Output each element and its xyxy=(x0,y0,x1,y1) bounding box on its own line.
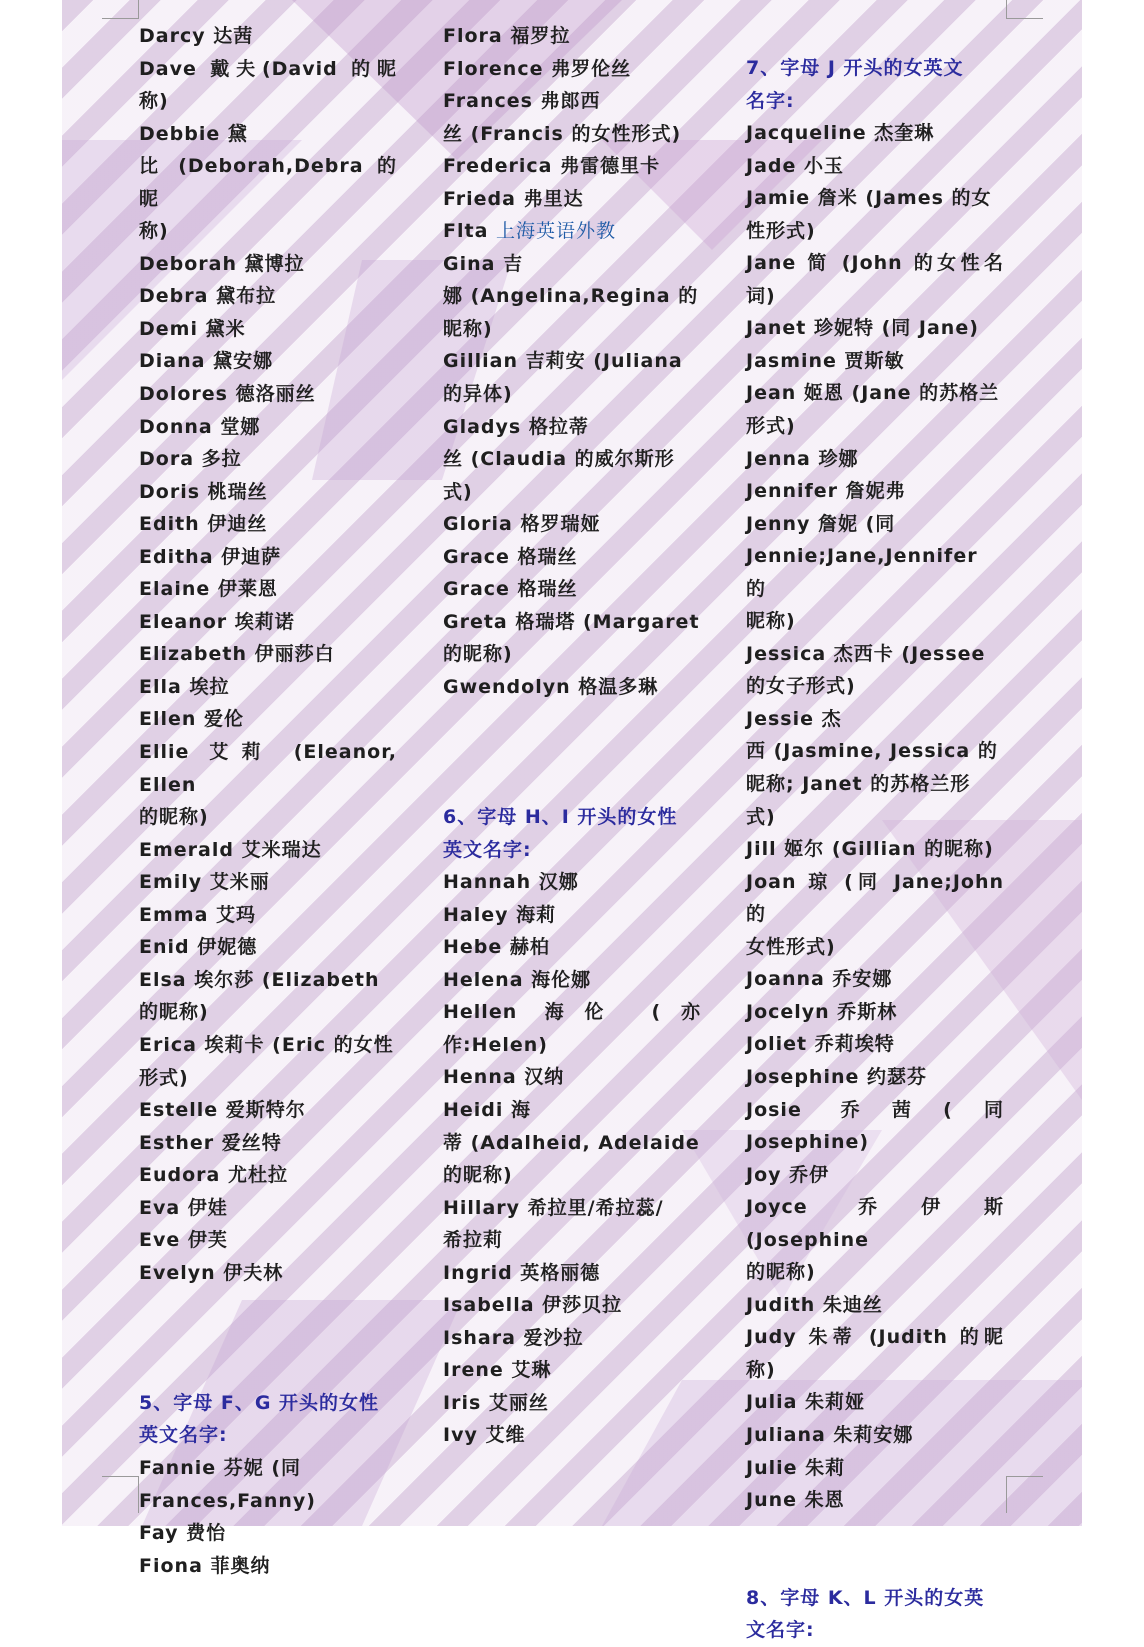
name-entry: 形式) xyxy=(139,1066,189,1089)
name-entry: Hannah 汉娜 xyxy=(443,871,579,894)
name-entry: 西 (Jasmine, Jessica 的 xyxy=(746,740,998,763)
name-entry: 娜 (Angelina,Regina 的 xyxy=(443,285,699,308)
name-entry: Eudora 尤杜拉 xyxy=(139,1164,288,1187)
name-entry: Hebe 赫柏 xyxy=(443,936,550,959)
entry-list xyxy=(139,1452,397,1582)
name-entry: Ella 埃拉 xyxy=(139,675,230,698)
name-entry: Elsa 埃尔莎 (Elizabeth xyxy=(139,968,380,991)
name-entry: Erica 埃莉卡 (Eric 的女性 xyxy=(139,1033,394,1056)
name-entry: Jenna 珍娜 xyxy=(746,447,859,470)
name-entry: 女性形式) xyxy=(746,935,836,958)
name-entry: Darcy 达茜 xyxy=(139,25,254,47)
name-entry: 的昵称) xyxy=(139,806,209,829)
name-entry: Frieda 弗里达 xyxy=(443,187,584,210)
entry-list xyxy=(139,20,397,1289)
name-entry: Debbie 黛 xyxy=(139,122,248,145)
name-entry: 希拉莉 xyxy=(443,1229,504,1252)
column-3 xyxy=(746,52,1004,1647)
name-entry: Josie 乔茜(同 Josephine) xyxy=(746,1098,1004,1154)
name-entry: 丝 (Claudia 的威尔斯形 xyxy=(443,448,675,471)
name-entry: Irene 艾琳 xyxy=(443,1359,552,1382)
name-entry: Janet 珍妮特 (同 Jane) xyxy=(746,317,979,340)
document-page xyxy=(62,0,1082,1642)
name-entry: Emerald 艾米瑞达 xyxy=(139,838,322,861)
name-entry: Eva 伊娃 xyxy=(139,1196,228,1219)
name-entry: Gwendolyn 格温多琳 xyxy=(443,675,659,698)
name-entry: Editha 伊迪萨 xyxy=(139,545,282,568)
name-entry: Grace 格瑞丝 xyxy=(443,578,578,601)
promo-link[interactable]: 上海英语外教 xyxy=(496,220,617,243)
name-entry: Ellie 艾莉 (Eleanor, Ellen xyxy=(139,741,397,796)
name-entry: Ivy 艾维 xyxy=(443,1424,526,1447)
name-entry: Flora 福罗拉 xyxy=(443,25,571,47)
name-entry: 式) xyxy=(443,480,473,503)
name-entry: Joanna 乔安娜 xyxy=(746,968,893,991)
crop-mark-top-right xyxy=(1006,0,1043,19)
name-entry: Greta 格瑞塔 (Margaret xyxy=(443,610,700,633)
name-entry: Fannie 芬妮 (同 xyxy=(139,1457,302,1480)
name-entry: Gillian 吉莉安 (Juliana xyxy=(443,350,683,373)
name-entry: Frederica 弗雷德里卡 xyxy=(443,155,661,178)
name-entry: Henna 汉纳 xyxy=(443,1066,565,1089)
crop-mark-top-left xyxy=(102,0,139,19)
name-entry: 性形式) xyxy=(746,219,816,242)
name-entry: 比 (Deborah,Debra 的昵 xyxy=(139,155,397,210)
name-entry: Juliana 朱莉安娜 xyxy=(746,1423,914,1446)
name-entry: 丝 (Francis 的女性形式) xyxy=(443,122,682,145)
name-entry: Jacqueline 杰奎琳 xyxy=(746,122,935,145)
column-1 xyxy=(139,20,397,1582)
name-entry: 的昵称) xyxy=(139,1001,209,1024)
name-entry: Jamie 詹米 (James 的女 xyxy=(746,187,992,210)
name-entry: Dolores 德洛丽丝 xyxy=(139,383,316,406)
name-entry: 昵称) xyxy=(746,610,796,633)
name-entry: Frances,Fanny) xyxy=(139,1489,316,1512)
name-entry: 昵称; Janet 的苏格兰形 xyxy=(746,773,971,796)
section-heading-fg: 5、字母 F、G 开头的女性 英文名字: xyxy=(139,1391,380,1447)
name-entry: Doris 桃瑞丝 xyxy=(139,480,268,503)
name-entry: Gladys 格拉蒂 xyxy=(443,415,589,438)
name-entry: 昵称) xyxy=(443,317,493,340)
name-entry: 形式) xyxy=(746,415,796,438)
name-entry: Hillary 希拉里/希拉蕊/ xyxy=(443,1196,664,1219)
name-entry: Demi 黛米 xyxy=(139,317,246,340)
name-entry: Esther 爱丝特 xyxy=(139,1131,282,1154)
name-entry: Gina 吉 xyxy=(443,252,524,275)
name-entry: Edith 伊迪丝 xyxy=(139,513,268,536)
name-entry: Jennie;Jane,Jennifer 的 xyxy=(746,545,978,600)
name-entry: 蒂 (Adalheid, Adelaide xyxy=(443,1131,700,1154)
section-gap xyxy=(443,703,701,801)
name-entry: Judy 朱蒂 (Judith 的昵称) xyxy=(746,1326,1004,1381)
name-entry: 的昵称) xyxy=(746,1261,816,1284)
name-entry: 称) xyxy=(139,220,169,243)
name-entry: Fiona 菲奥纳 xyxy=(139,1554,271,1577)
name-entry: Joan 琼 (同 Jane;John 的 xyxy=(746,870,1004,926)
name-entry: 式) xyxy=(746,805,776,828)
name-entry: Donna 堂娜 xyxy=(139,415,261,438)
name-entry: Julie 朱莉 xyxy=(746,1456,846,1479)
name-entry: 的女子形式) xyxy=(746,675,856,698)
name-entry: Dora 多拉 xyxy=(139,448,242,471)
name-entry: Elaine 伊莱恩 xyxy=(139,578,278,601)
section-heading-j: 7、字母 J 开头的女英文 名字: xyxy=(746,57,964,112)
name-entry: Emma 艾玛 xyxy=(139,903,257,926)
section-heading-hi: 6、字母 H、I 开头的女性 英文名字: xyxy=(443,806,678,861)
name-entry: 的昵称) xyxy=(443,1164,513,1187)
name-entry: 的昵称) xyxy=(443,643,513,666)
name-entry: Evelyn 伊夫林 xyxy=(139,1261,284,1284)
name-entry: Jasmine 贾斯敏 xyxy=(746,349,905,372)
name-entry: Flta 上海英语外教 xyxy=(443,220,617,243)
section-gap xyxy=(139,1289,397,1387)
name-entry: Haley 海莉 xyxy=(443,903,557,926)
name-entry: Ellen 爱伦 xyxy=(139,708,245,731)
name-entry: Jessie 杰 xyxy=(746,707,842,730)
name-entry: Jessica 杰西卡 (Jessee xyxy=(746,642,986,665)
name-entry: Heidi 海 xyxy=(443,1099,532,1121)
column-2 xyxy=(443,20,701,1452)
name-entry: Gloria 格罗瑞娅 xyxy=(443,513,601,536)
name-entry: Florence 弗罗伦丝 xyxy=(443,57,632,80)
name-entry: Joliet 乔莉埃特 xyxy=(746,1033,895,1056)
name-entry: Debra 黛布拉 xyxy=(139,285,277,308)
entry-list xyxy=(746,117,1004,1517)
name-entry: Iris 艾丽丝 xyxy=(443,1391,549,1414)
name-entry: Estelle 爱斯特尔 xyxy=(139,1099,306,1122)
name-entry: Eleanor 埃莉诺 xyxy=(139,610,295,633)
name-entry: Jean 姬恩 (Jane 的苏格兰 xyxy=(746,382,1000,405)
crop-mark-bottom-right xyxy=(1006,1476,1043,1513)
name-entry: Deborah 黛博拉 xyxy=(139,252,305,275)
name-entry: Grace 格瑞丝 xyxy=(443,545,578,568)
name-entry: Elizabeth 伊丽莎白 xyxy=(139,643,335,666)
name-entry: Emily 艾米丽 xyxy=(139,871,270,894)
name-entry: Judith 朱迪丝 xyxy=(746,1293,883,1316)
name-entry: Joyce 乔伊斯 (Josephine xyxy=(746,1196,1004,1251)
name-entry: Jennifer 詹妮弗 xyxy=(746,480,906,503)
name-entry: 的异体) xyxy=(443,383,513,406)
name-entry: Isabella 伊莎贝拉 xyxy=(443,1294,623,1317)
name-entry: Frances 弗郎西 xyxy=(443,90,601,113)
name-entry: Helena 海伦娜 xyxy=(443,968,592,991)
name-entry: Joy 乔伊 xyxy=(746,1163,830,1186)
name-entry: Ingrid 英格丽德 xyxy=(443,1261,601,1284)
name-entry: Dave 戴夫(David 的昵称) xyxy=(139,57,397,113)
name-entry: Enid 伊妮德 xyxy=(139,936,258,959)
entry-list xyxy=(443,20,701,703)
section-heading-kl: 8、字母 K、L 开头的女英 文名字: xyxy=(746,1586,985,1642)
name-entry: Jill 姬尔 (Gillian 的昵称) xyxy=(746,838,994,861)
name-entry: Diana 黛安娜 xyxy=(139,350,274,373)
name-entry: Eve 伊芙 xyxy=(139,1229,228,1252)
name-entry: Jocelyn 乔斯林 xyxy=(746,1000,898,1023)
name-entry: Jane 简 (John 的女性名词) xyxy=(746,252,1004,307)
crop-mark-bottom-left xyxy=(102,1476,139,1513)
name-entry: Jade 小玉 xyxy=(746,154,844,177)
name-entry: Josephine 约瑟芬 xyxy=(746,1065,927,1088)
name-entry: Fay 费怡 xyxy=(139,1522,227,1545)
section-gap xyxy=(746,1517,1004,1582)
name-entry: Julia 朱莉娅 xyxy=(746,1391,866,1414)
name-entry: Ishara 爱沙拉 xyxy=(443,1326,584,1349)
name-entry: June 朱恩 xyxy=(746,1489,845,1512)
entry-list xyxy=(443,866,701,1452)
name-entry: Hellen 海伦 (亦作:Helen) xyxy=(443,1001,701,1056)
name-entry: Jenny 詹妮 (同 xyxy=(746,512,896,535)
